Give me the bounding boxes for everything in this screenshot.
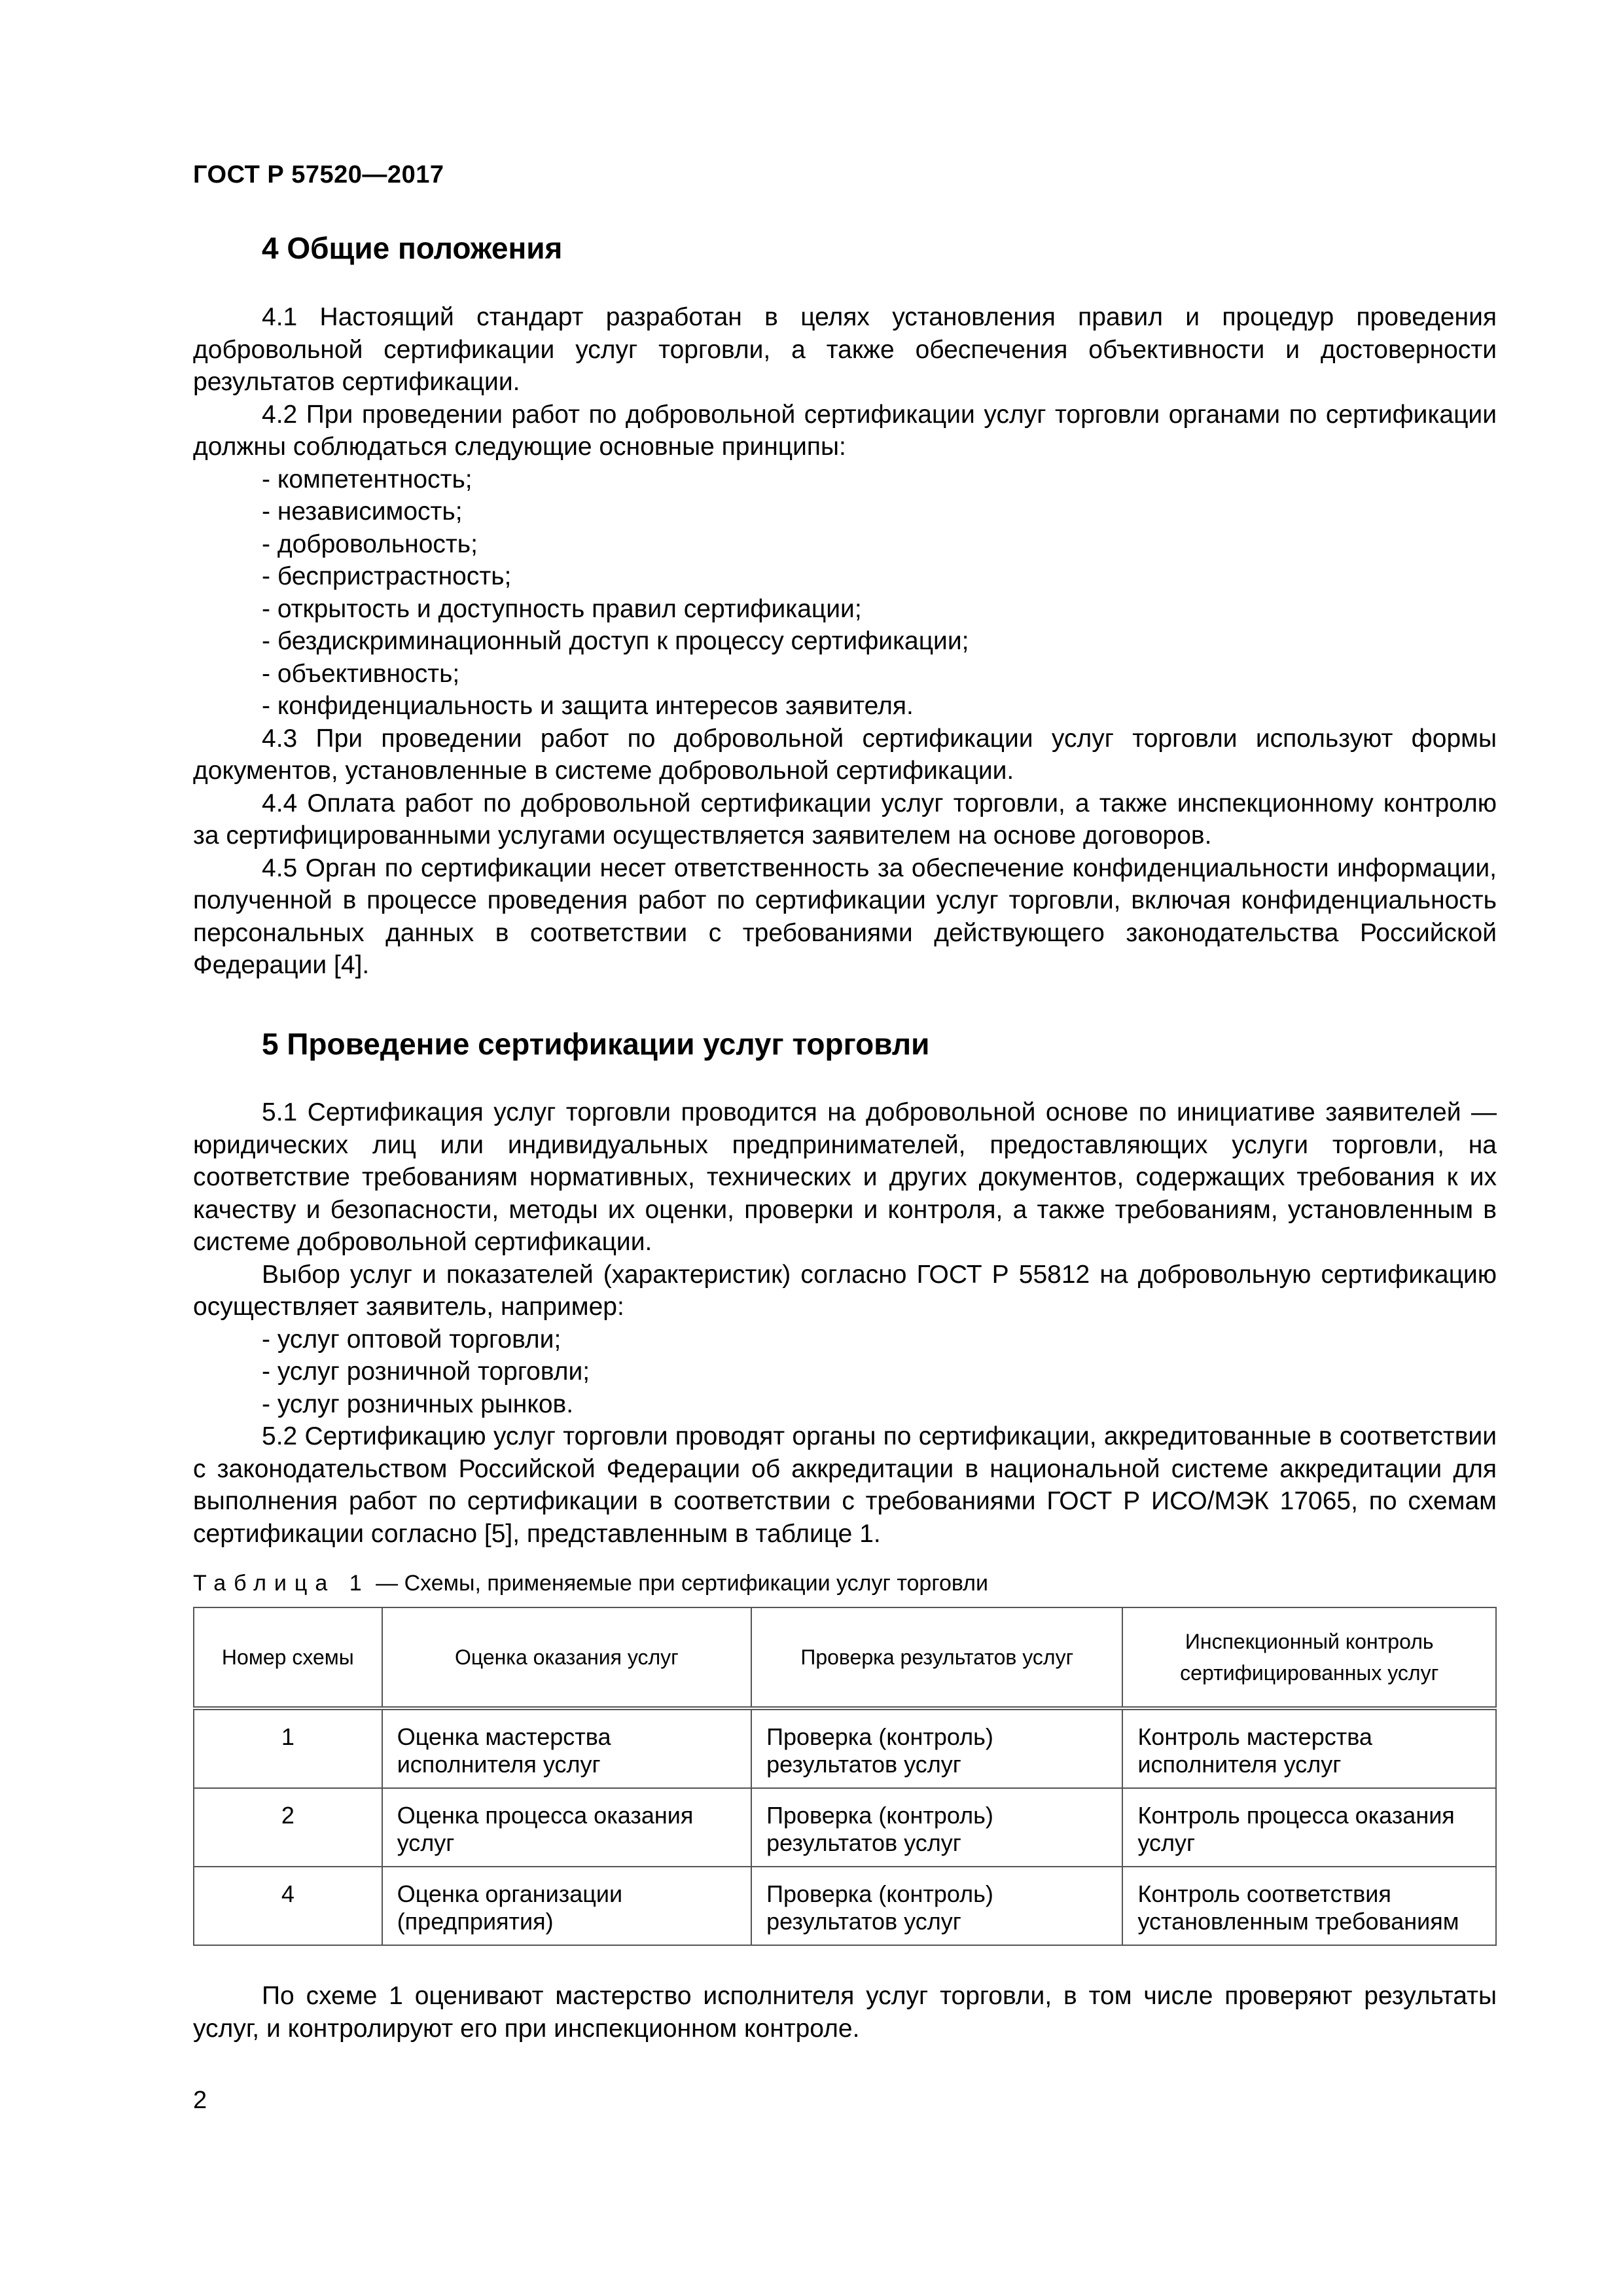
schemes-table: [193, 1607, 1497, 1946]
table-row: [194, 1788, 1496, 1867]
paragraph-4-5: 4.5 Орган по сертификации несет ответственность за обеспечение конфиденциальности информации, полученной в процессе проведения работ по сертификации услуг торговли, включая конфиденциальность персональных данных в соответствии с требованиями действующего законодательства Российской Федерации [4].: [193, 853, 1497, 979]
paragraph-4-1: 4.1 Настоящий стандарт разработан в целях установления правил и процедур проведения добровольной сертификации услуг торговли, а также обеспечения объективности и достоверности результатов сертификации.: [193, 303, 1497, 396]
column-header: Инспекционный контроль сертифицированных услуг: [1122, 1607, 1496, 1708]
column-header: Номер схемы: [194, 1607, 382, 1708]
table-row: [194, 1867, 1496, 1945]
paragraph-4-3: 4.3 При проведении работ по добровольной сертификации услуг торговли используют формы документов, установленные в системе добровольной сертификации.: [193, 724, 1497, 785]
table-caption: [193, 1571, 988, 1596]
paragraph-4-4: 4.4 Оплата работ по добровольной сертификации услуг торговли, а также инспекционному контролю за сертифицированными услугами осуществляется заявителем на основе договоров.: [193, 789, 1497, 850]
page-number: 2: [193, 2087, 207, 2114]
list-item: - открытость и доступность правил сертификации;: [262, 594, 862, 623]
table-header-row: [194, 1607, 1496, 1708]
table-cell: 4: [194, 1867, 382, 1945]
list-item: - услуг розничной торговли;: [262, 1357, 590, 1386]
paragraph-5-1: 5.1 Сертификация услуг торговли проводится на добровольной основе по инициативе заявителей — юридических лиц или индивидуальных предпринимателей, предоставляющих услуги торговли, на соответствие требованиям нормативных, технических и других документов, содержащих требования к их качеству и безопасности, методы их оценки, проверки и контроля, а также требованиям, установленным в системе добровольной сертификации.: [193, 1098, 1497, 1256]
paragraph-scheme-1: По схеме 1 оценивают мастерство исполнителя услуг торговли, в том числе проверяют результаты услуг, и контролируют его при инспекционном контроле.: [193, 1982, 1497, 2043]
section-5-body: [193, 1096, 1497, 1550]
section-4-heading: 4 Общие положения: [262, 231, 563, 265]
table-cell: Оценка организации (предприятия): [382, 1867, 751, 1945]
table-cell: Проверка (контроль) результатов услуг: [751, 1708, 1122, 1788]
list-item: - беспристрастность;: [262, 562, 512, 590]
list-item: - услуг розничных рынков.: [262, 1390, 574, 1418]
table-caption-text: — Схемы, применяемые при сертификации услуг торговли: [369, 1571, 988, 1596]
table-cell: 2: [194, 1788, 382, 1867]
list-item: - добровольность;: [262, 529, 478, 558]
paragraph-5-1-choice: Выбор услуг и показателей (характеристик) согласно ГОСТ Р 55812 на добровольную сертификацию осуществляет заявитель, например:: [193, 1260, 1497, 1321]
list-item: - бездискриминационный доступ к процессу сертификации;: [262, 627, 969, 655]
table-cell: Проверка (контроль) результатов услуг: [751, 1788, 1122, 1867]
table-cell: Контроль мастерства исполнителя услуг: [1122, 1708, 1496, 1788]
section-4-body: [193, 301, 1497, 982]
table-caption-label: Таблица 1: [193, 1571, 370, 1596]
list-item: - конфиденциальность и защита интересов заявителя.: [262, 692, 914, 720]
after-table-body: [193, 1980, 1497, 2045]
paragraph-5-2: 5.2 Сертификацию услуг торговли проводят органы по сертификации, аккредитованные в соответствии с законодательством Российской Федерации об аккредитации в национальной системе аккредитации для выполнения работ по сертификации в соответствии с требованиями ГОСТ Р ИСО/МЭК 17065, по схемам сертификации согласно [5], представленным в таблице 1.: [193, 1422, 1497, 1548]
list-item: - объективность;: [262, 659, 460, 688]
list-item: - независимость;: [262, 497, 463, 526]
table-cell: 1: [194, 1708, 382, 1788]
column-header: Проверка результатов услуг: [751, 1607, 1122, 1708]
table-cell: Контроль процесса оказания услуг: [1122, 1788, 1496, 1867]
paragraph-4-2: 4.2 При проведении работ по добровольной сертификации услуг торговли органами по сертификации должны соблюдаться следующие основные принципы:: [193, 400, 1497, 461]
table-row: [194, 1708, 1496, 1788]
section-5-heading: 5 Проведение сертификации услуг торговли: [262, 1027, 930, 1061]
table-cell: Оценка процесса оказания услуг: [382, 1788, 751, 1867]
table-cell: Проверка (контроль) результатов услуг: [751, 1867, 1122, 1945]
table-cell: Контроль соответствия установленным требованиям: [1122, 1867, 1496, 1945]
list-item: - услуг оптовой торговли;: [262, 1325, 562, 1354]
list-item: - компетентность;: [262, 465, 473, 493]
standard-header: ГОСТ Р 57520—2017: [193, 161, 444, 188]
column-header: Оценка оказания услуг: [382, 1607, 751, 1708]
table-cell: Оценка мастерства исполнителя услуг: [382, 1708, 751, 1788]
